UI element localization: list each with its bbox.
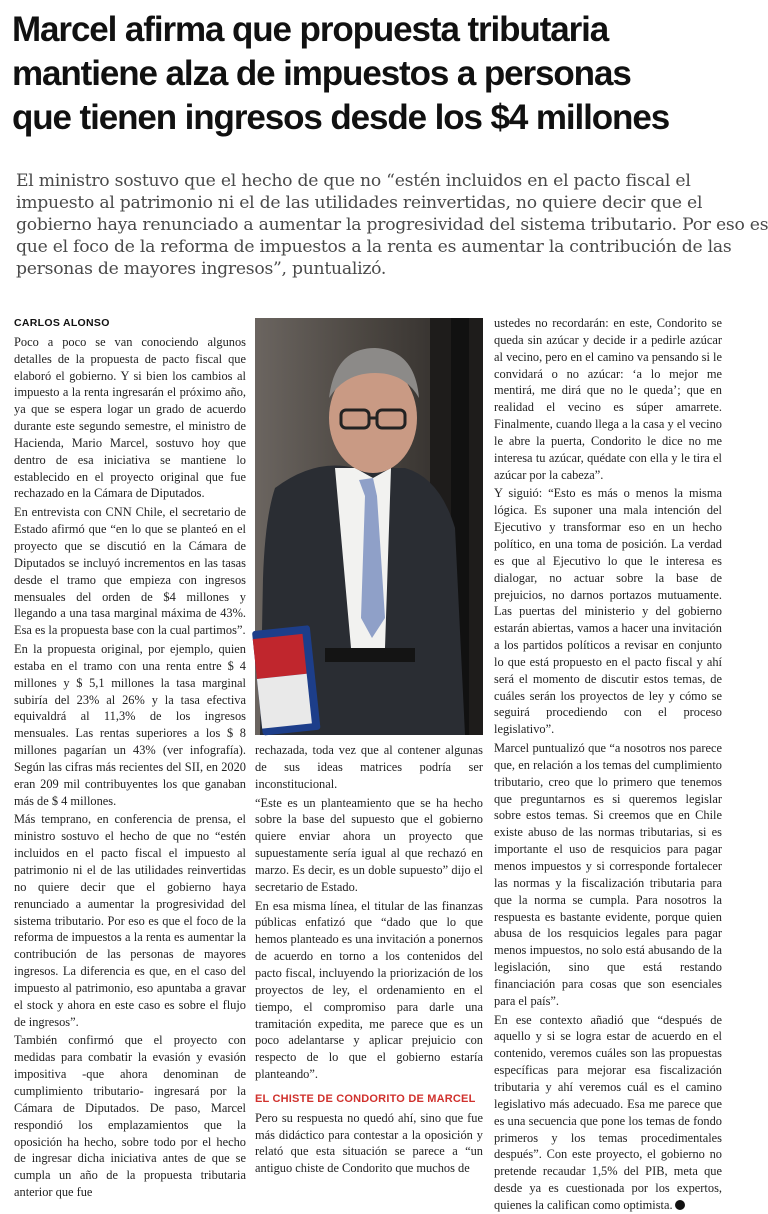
paragraph-last xyxy=(494,1012,722,1214)
paragraph: En la propuesta original, por ejemplo, quien estaba en el tramo con una renta entre $ 4 millones y $ 5,1 millones la tasa marginal subiría del 23% al 26% y la tasa efectiva equivaldrá al 11,3% de los ingresos mensuales. Las rentas superiores a los $ 8 millones pagarían un 43% (ver infografía). Según las cifras más recientes del SII, en 2020 eran 209 mil contribuyentes los que ganaban más de $ 4 millones. xyxy=(14,642,246,808)
article-column-1 xyxy=(14,315,246,1201)
headline-line: que tienen ingresos desde los $4 millones xyxy=(12,98,670,137)
section-subhead: EL CHISTE DE CONDORITO DE MARCEL xyxy=(255,1092,476,1105)
paragraph: Pero su respuesta no quedó ahí, sino que fue más didáctico para contestar a la oposición y relató que esta situación se parece a “un antiguo chiste de Condorito que muchos de xyxy=(255,1110,483,1176)
dek-line: El ministro sostuvo que el hecho de que no “estén incluidos en el pacto fiscal el xyxy=(16,171,691,191)
dek-line: que el foco de la reforma de impuestos a la renta es aumentar la contribución de las xyxy=(16,237,732,257)
end-of-article-icon xyxy=(675,1200,685,1210)
headline-line: mantiene alza de impuestos a personas xyxy=(12,54,631,93)
article-column-2 xyxy=(255,742,483,1177)
headline-line: Marcel afirma que propuesta tributaria xyxy=(12,10,609,49)
paragraph: También confirmó que el proyecto con medidas para combatir la evasión y evasión impositiva -que ahora denominan de cumplimiento tributario- ingresará por la Cámara de Diputados. De paso, Marcel respondió los emplazamientos que la oposición ha hecho, sobre todo por el hecho de ingresar dicha iniciativa antes de que se cumpla un año de la propuesta tributaria anterior que fue xyxy=(14,1033,246,1200)
paragraph: En entrevista con CNN Chile, el secretario de Estado afirmó que “en lo que se planteó en el proyecto que se discutió en la Cámara de Diputados se incluyó incrementos en las tasas desde el tramo que empieza con ingresos mensuales del orden de $4 millones y llegando a una tasa marginal máxima de 43%. Esa es la propuesta base con la cual partimos”. xyxy=(14,505,246,638)
paragraph: Más temprano, en conferencia de prensa, el ministro sostuvo el hecho de que no “estén incluidos en el pacto fiscal el impuesto al patrimonio ni el de las utilidades reinvertidas no quiere decir que el gobierno haya renunciado a aumentar la progresividad del sistema tributario. Por eso es que el foco de la reforma de impuestos a la renta es aumentar la contribución de las personas de mayores ingresos. La diferencia es que, en el caso del impuesto al patrimonio, eso apuntaba a gravar el stock y ahora en este caso es sobre el flujo de ingresos”. xyxy=(14,812,246,1029)
photo-illustration xyxy=(255,318,483,735)
dek-line: gobierno haya renunciado a aumentar la progresividad del sistema tributario. Por eso es xyxy=(16,215,768,235)
article-dek xyxy=(16,170,768,280)
paragraph: “Este es un planteamiento que se ha hecho sobre la base del supuesto que el gobierno quiere enviar ahora un proyecto que supuestamente sería igual al que rechazó en marzo. Es decir, es un doble supuesto” dijo el secretario de Estado. xyxy=(255,795,483,894)
headline xyxy=(12,8,724,140)
paragraph: Poco a poco se van conociendo algunos detalles de la propuesta de pacto fiscal que elaboró el gobierno. Y si bien los cambios al impuesto a la renta ingresarán el próximo año, ya que se espera logar un grado de acuerdo durante este segundo semestre, el ministro de Hacienda, Mario Marcel, sostuvo hoy que dentro de esa iniciativa se mantiene lo establecido en el proyecto original que fue rechazado en la Cámara de Diputados. xyxy=(14,334,246,501)
article-column-3 xyxy=(494,315,722,1214)
paragraph: Marcel puntualizó que “a nosotros nos parece que, en relación a los temas del cumplimiento tributario, creo que lo primero que tenemos que preguntarnos es si queremos legislar sobre estos temas. Si creemos que en Chile existe abuso de las normas tributarias, si es importante el uso de resquicios para pagar menos impuestos y si corresponde fortalecer las normas y la fiscalización tributaria para que la norma se cumpla. Para nosotros la respuesta es bastante evidente, porque quien abusa de los resquicios legales para pagar menos impuestos, no solo está abusando de la legislación, sino que está restando financiación para cosas que son esenciales para el país”. xyxy=(494,741,722,1008)
dek-line: impuesto al patrimonio ni el de las utilidades reinvertidas, no quiere decir que el xyxy=(16,193,703,213)
paragraph: rechazada, toda vez que al contener algunas de sus ideas matrices podría ser inconstitucional. xyxy=(255,743,483,791)
paragraph: ustedes no recordarán: en este, Condorito se queda sin azúcar y decide ir a pedirle azúcar al vecino, pero en el camino va pensando si le convidará o no azúcar: ‘a lo mejor me mentirá, me dirá que no le queda’; que en realidad el vecino es súper amarrete. Finalmente, cuando llega a la casa y el vecino le abre la puerta, Condorito le dice no me interesa tu azúcar, quédate con ella y le tira el azúcar por la cabeza”. xyxy=(494,316,722,482)
paragraph-text: En ese contexto añadió que “después de aquello y si se logra estar de acuerdo en el contenido, veremos cuáles son las propuestas específicas para mejorar esa fiscalización tributaria y ahí veremos cuál es el camino legislativo más adecuado. Esa me parece que es una secuencia que pone los temas de fondo primeros y los temas procedimentales después”. Con este proyecto, el gobierno no pretende recaudar 1,5% del PIB, meta que desde ya es cuestionada por los expertos, quienes la califican como optimista. xyxy=(494,1012,722,1212)
byline: CARLOS ALONSO xyxy=(14,317,110,329)
minister-photo xyxy=(255,318,483,735)
paragraph: En esa misma línea, el titular de las finanzas públicas enfatizó que “dado que lo que hemos planteado es una invitación a ponernos de acuerdo en torno a los contenidos del pacto fiscal, incluyendo la priorización de los proyectos de ley, el ordenamiento en el tiempo, el compromiso para darle una tramitación expedita, me parece que es un poco adelantarse y aplicar prejuicio con respecto de lo que el gobierno estaría planteando”. xyxy=(255,898,483,1082)
paragraph: Y siguió: “Esto es más o menos la misma lógica. Es suponer una mala intención del Ejecutivo y transformar eso en un hecho político, en una toma de posición. La verdad es que al Ejecutivo lo que le interesa es dialogar, no actuar sobre la base de prejuicios, no darnos portazos mutuamente. Las puertas del ministerio y del gobierno estarán abiertas, vamos a hacer una invitación a los partidos políticos a revisar en conjunto lo que está propuesto en el pacto fiscal y ahí será el momento de discutir estos temas, de cuáles serán los proyectos de ley y cómo se seguirá procediendo con el proceso legislativo”. xyxy=(494,486,722,737)
dek-line: personas de mayores ingresos”, puntualizó. xyxy=(16,259,387,279)
